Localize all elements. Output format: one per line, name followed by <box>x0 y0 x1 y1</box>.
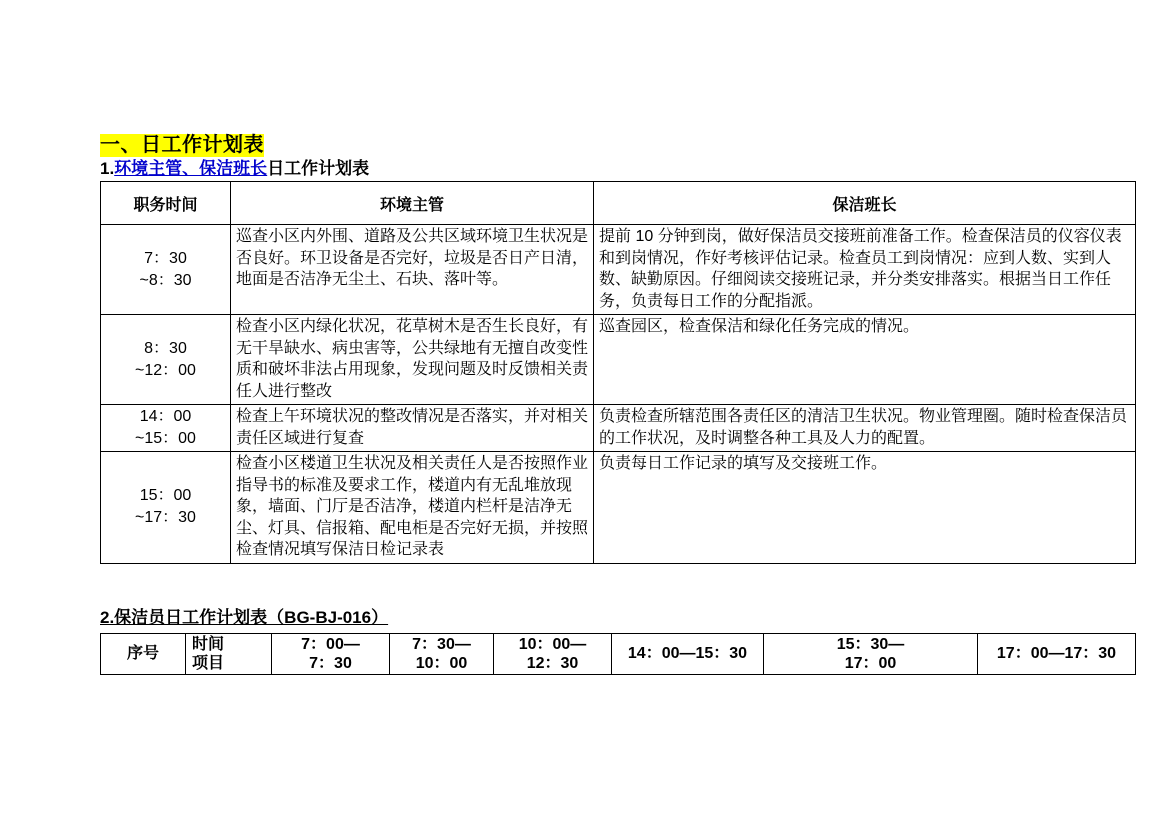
time-start: 7：30 <box>144 249 187 267</box>
time-end: ~8：30 <box>139 271 192 289</box>
subtitle-number: 1. <box>100 159 115 178</box>
cleaner-plan-table <box>100 633 1136 675</box>
time-cell <box>101 405 231 452</box>
section1-subtitle <box>100 158 1135 179</box>
header-slot-4 <box>612 633 764 674</box>
time-end: ~17：30 <box>135 509 196 527</box>
slot-line: 17：00—17：30 <box>996 645 1117 662</box>
slot-line: 15：30— <box>836 635 905 653</box>
item-label: 项目 <box>192 654 225 672</box>
table-row <box>101 452 1136 564</box>
time-start: 14：00 <box>139 408 192 425</box>
header-slot-3 <box>494 633 612 674</box>
leader-task: 提前 10 分钟到岗，做好保洁员交接班前准备工作。检查保洁员的仪容仪表和到岗情况，作好考核评估记录。检查员工到岗情况：应到人数、实到人数、缺勤原因。仔细阅读交接班记录，并分类安排落实。根据当日工作任务，负责每日工作的分配指派。 <box>594 225 1136 315</box>
section1-heading: 一、日工作计划表 <box>100 134 264 156</box>
subtitle-suffix: 日工作计划表 <box>267 159 370 178</box>
header-slot-1 <box>272 633 390 674</box>
table-header-row <box>101 182 1136 225</box>
supervisor-task: 巡查小区内外围、道路及公共区域环境卫生状况是否良好。环卫设备是否完好，垃圾是否日产日清，地面是否洁净无尘土、石块、落叶等。 <box>231 225 594 315</box>
time-label: 时间 <box>192 635 225 653</box>
supervisor-task: 检查上午环境状况的整改情况是否落实，并对相关责任区域进行复查 <box>231 405 594 452</box>
header-slot-5 <box>764 633 978 674</box>
leader-task: 负责检查所辖范围各责任区的清洁卫生状况。物业管理圈。随时检查保洁员的工作状况，及时调整各种工具及人力的配置。 <box>594 405 1136 452</box>
supervisor-leader-plan-table <box>100 181 1136 564</box>
time-end: ~12：00 <box>135 361 196 379</box>
leader-task: 负责每日工作记录的填写及交接班工作。 <box>594 452 1136 564</box>
subtitle-roles-link: 环境主管、保洁班长 <box>114 159 268 178</box>
table-row <box>101 225 1136 315</box>
slot-line: 10：00— <box>518 635 587 653</box>
table-row <box>101 405 1136 452</box>
slot-line: 7：30 <box>309 654 352 672</box>
header-environment-supervisor: 环境主管 <box>231 182 594 225</box>
header-duty-time: 职务时间 <box>101 182 231 225</box>
time-end: ~15：00 <box>135 430 196 447</box>
header-cleaning-leader: 保洁班长 <box>594 182 1136 225</box>
time-start: 8：30 <box>144 339 187 357</box>
table-header-row <box>101 633 1136 674</box>
header-slot-2 <box>390 633 494 674</box>
slot-line: 7：30— <box>412 635 471 653</box>
leader-task: 巡查园区，检查保洁和绿化任务完成的情况。 <box>594 315 1136 405</box>
slot-line: 17：00 <box>844 654 897 672</box>
time-start: 15：00 <box>139 487 192 505</box>
table-row <box>101 315 1136 405</box>
slot-line: 7：00— <box>301 635 360 653</box>
document-page <box>100 134 1135 675</box>
header-time-item <box>186 633 272 674</box>
slot-line: 12：30 <box>526 654 579 672</box>
header-serial-number: 序号 <box>101 633 186 674</box>
supervisor-task: 检查小区楼道卫生状况及相关责任人是否按照作业指导书的标准及要求工作，楼道内有无乱堆放现象，墙面、门厅是否洁净，楼道内栏杆是洁净无尘、灯具、信报箱、配电柜是否完好无损，并按照检查情况填写保洁日检记录表 <box>231 452 594 564</box>
slot-line: 10：00 <box>415 654 468 672</box>
section2-heading: 2.保洁员日工作计划表（BG-BJ-016） <box>100 607 389 627</box>
time-cell <box>101 315 231 405</box>
header-slot-6 <box>978 633 1136 674</box>
time-cell <box>101 225 231 315</box>
slot-line: 14：00—15：30 <box>627 645 748 662</box>
supervisor-task: 检查小区内绿化状况，花草树木是否生长良好，有无干旱缺水、病虫害等，公共绿地有无擅自改变性质和破坏非法占用现象，发现问题及时反馈相关责任人进行整改 <box>231 315 594 405</box>
time-cell <box>101 452 231 564</box>
